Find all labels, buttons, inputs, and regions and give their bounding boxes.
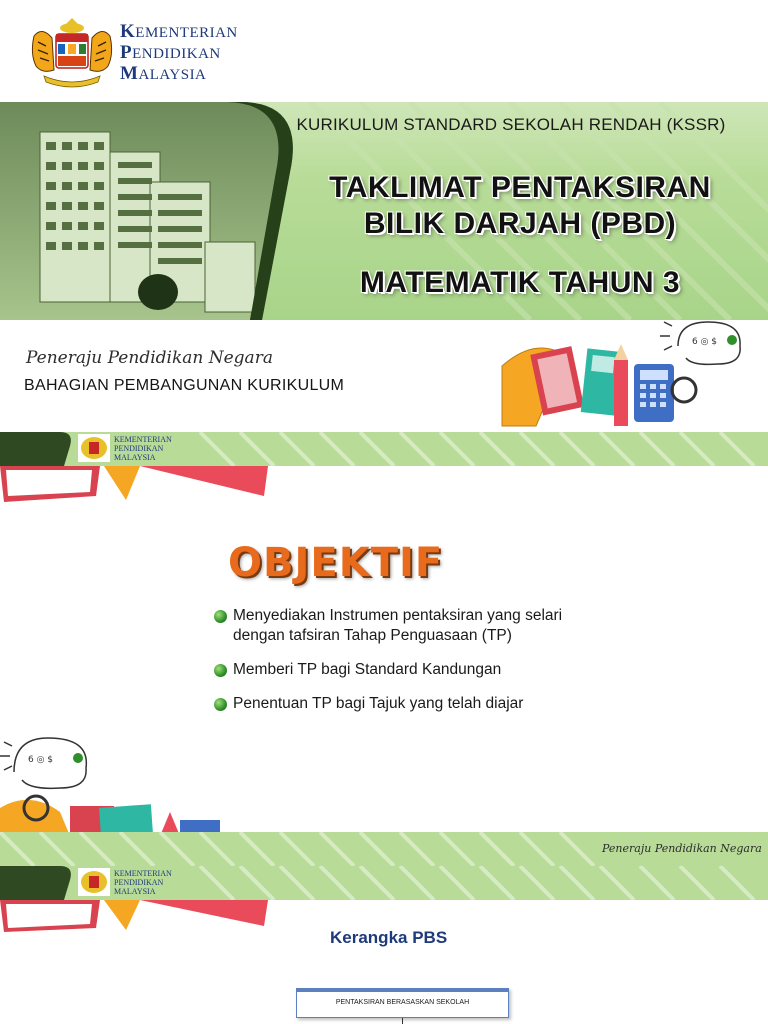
curriculum-label: KURIKULUM STANDARD SEKOLAH RENDAH (KSSR) — [296, 115, 726, 134]
slide-kerangka — [0, 866, 768, 1024]
bullet-globe-icon — [214, 664, 227, 677]
bullet-globe-icon — [214, 698, 227, 711]
coat-of-arms-icon — [28, 16, 116, 90]
building-photo — [0, 102, 305, 320]
division-name: BAHAGIAN PEMBANGUNAN KURIKULUM — [24, 377, 345, 394]
header-stationery-illustration — [0, 466, 270, 506]
svg-text:6 ◎ $: 6 ◎ $ — [692, 337, 718, 347]
bullet-globe-icon — [214, 610, 227, 623]
main-title: TAKLIMAT PENTAKSIRAN BILIK DARJAH (PBD) — [329, 171, 711, 240]
ministry-name-small: KEMENTERIAN PENDIDIKAN MALAYSIA — [114, 869, 172, 896]
stationery-illustration — [496, 316, 756, 432]
ministry-name-small: KEMENTERIAN PENDIDIKAN MALAYSIA — [114, 435, 172, 462]
tagline: Peneraju Pendidikan Negara — [602, 842, 762, 855]
footer-stationery-illustration — [0, 732, 230, 836]
slide-title — [0, 0, 768, 432]
subject-title: MATEMATIK TAHUN 3 — [359, 266, 681, 299]
list-item: Menyediakan Instrumen pentaksiran yang selari dengan tafsiran Tahap Penguasaan (TP) — [214, 606, 634, 646]
slide-heading: OBJEKTIF — [228, 540, 444, 586]
slide-objektif — [0, 432, 768, 866]
tagline: Peneraju Pendidikan Negara — [26, 348, 273, 368]
ministry-logo-block — [28, 16, 238, 90]
connector-line — [402, 1018, 403, 1024]
list-item: Memberi TP bagi Standard Kandungan — [214, 660, 634, 680]
svg-text:6 ◎ $: 6 ◎ $ — [28, 755, 54, 765]
framework-box: PENTAKSIRAN BERASASKAN SEKOLAH — [296, 988, 509, 1018]
list-item: Penentuan TP bagi Tajuk yang telah diajar — [214, 694, 634, 714]
ministry-name: KEMENTERIAN PENDIDIKAN MALAYSIA — [120, 20, 238, 84]
slide-heading: Kerangka PBS — [330, 928, 448, 947]
objective-list — [214, 606, 634, 728]
header-stationery-illustration — [0, 900, 270, 936]
